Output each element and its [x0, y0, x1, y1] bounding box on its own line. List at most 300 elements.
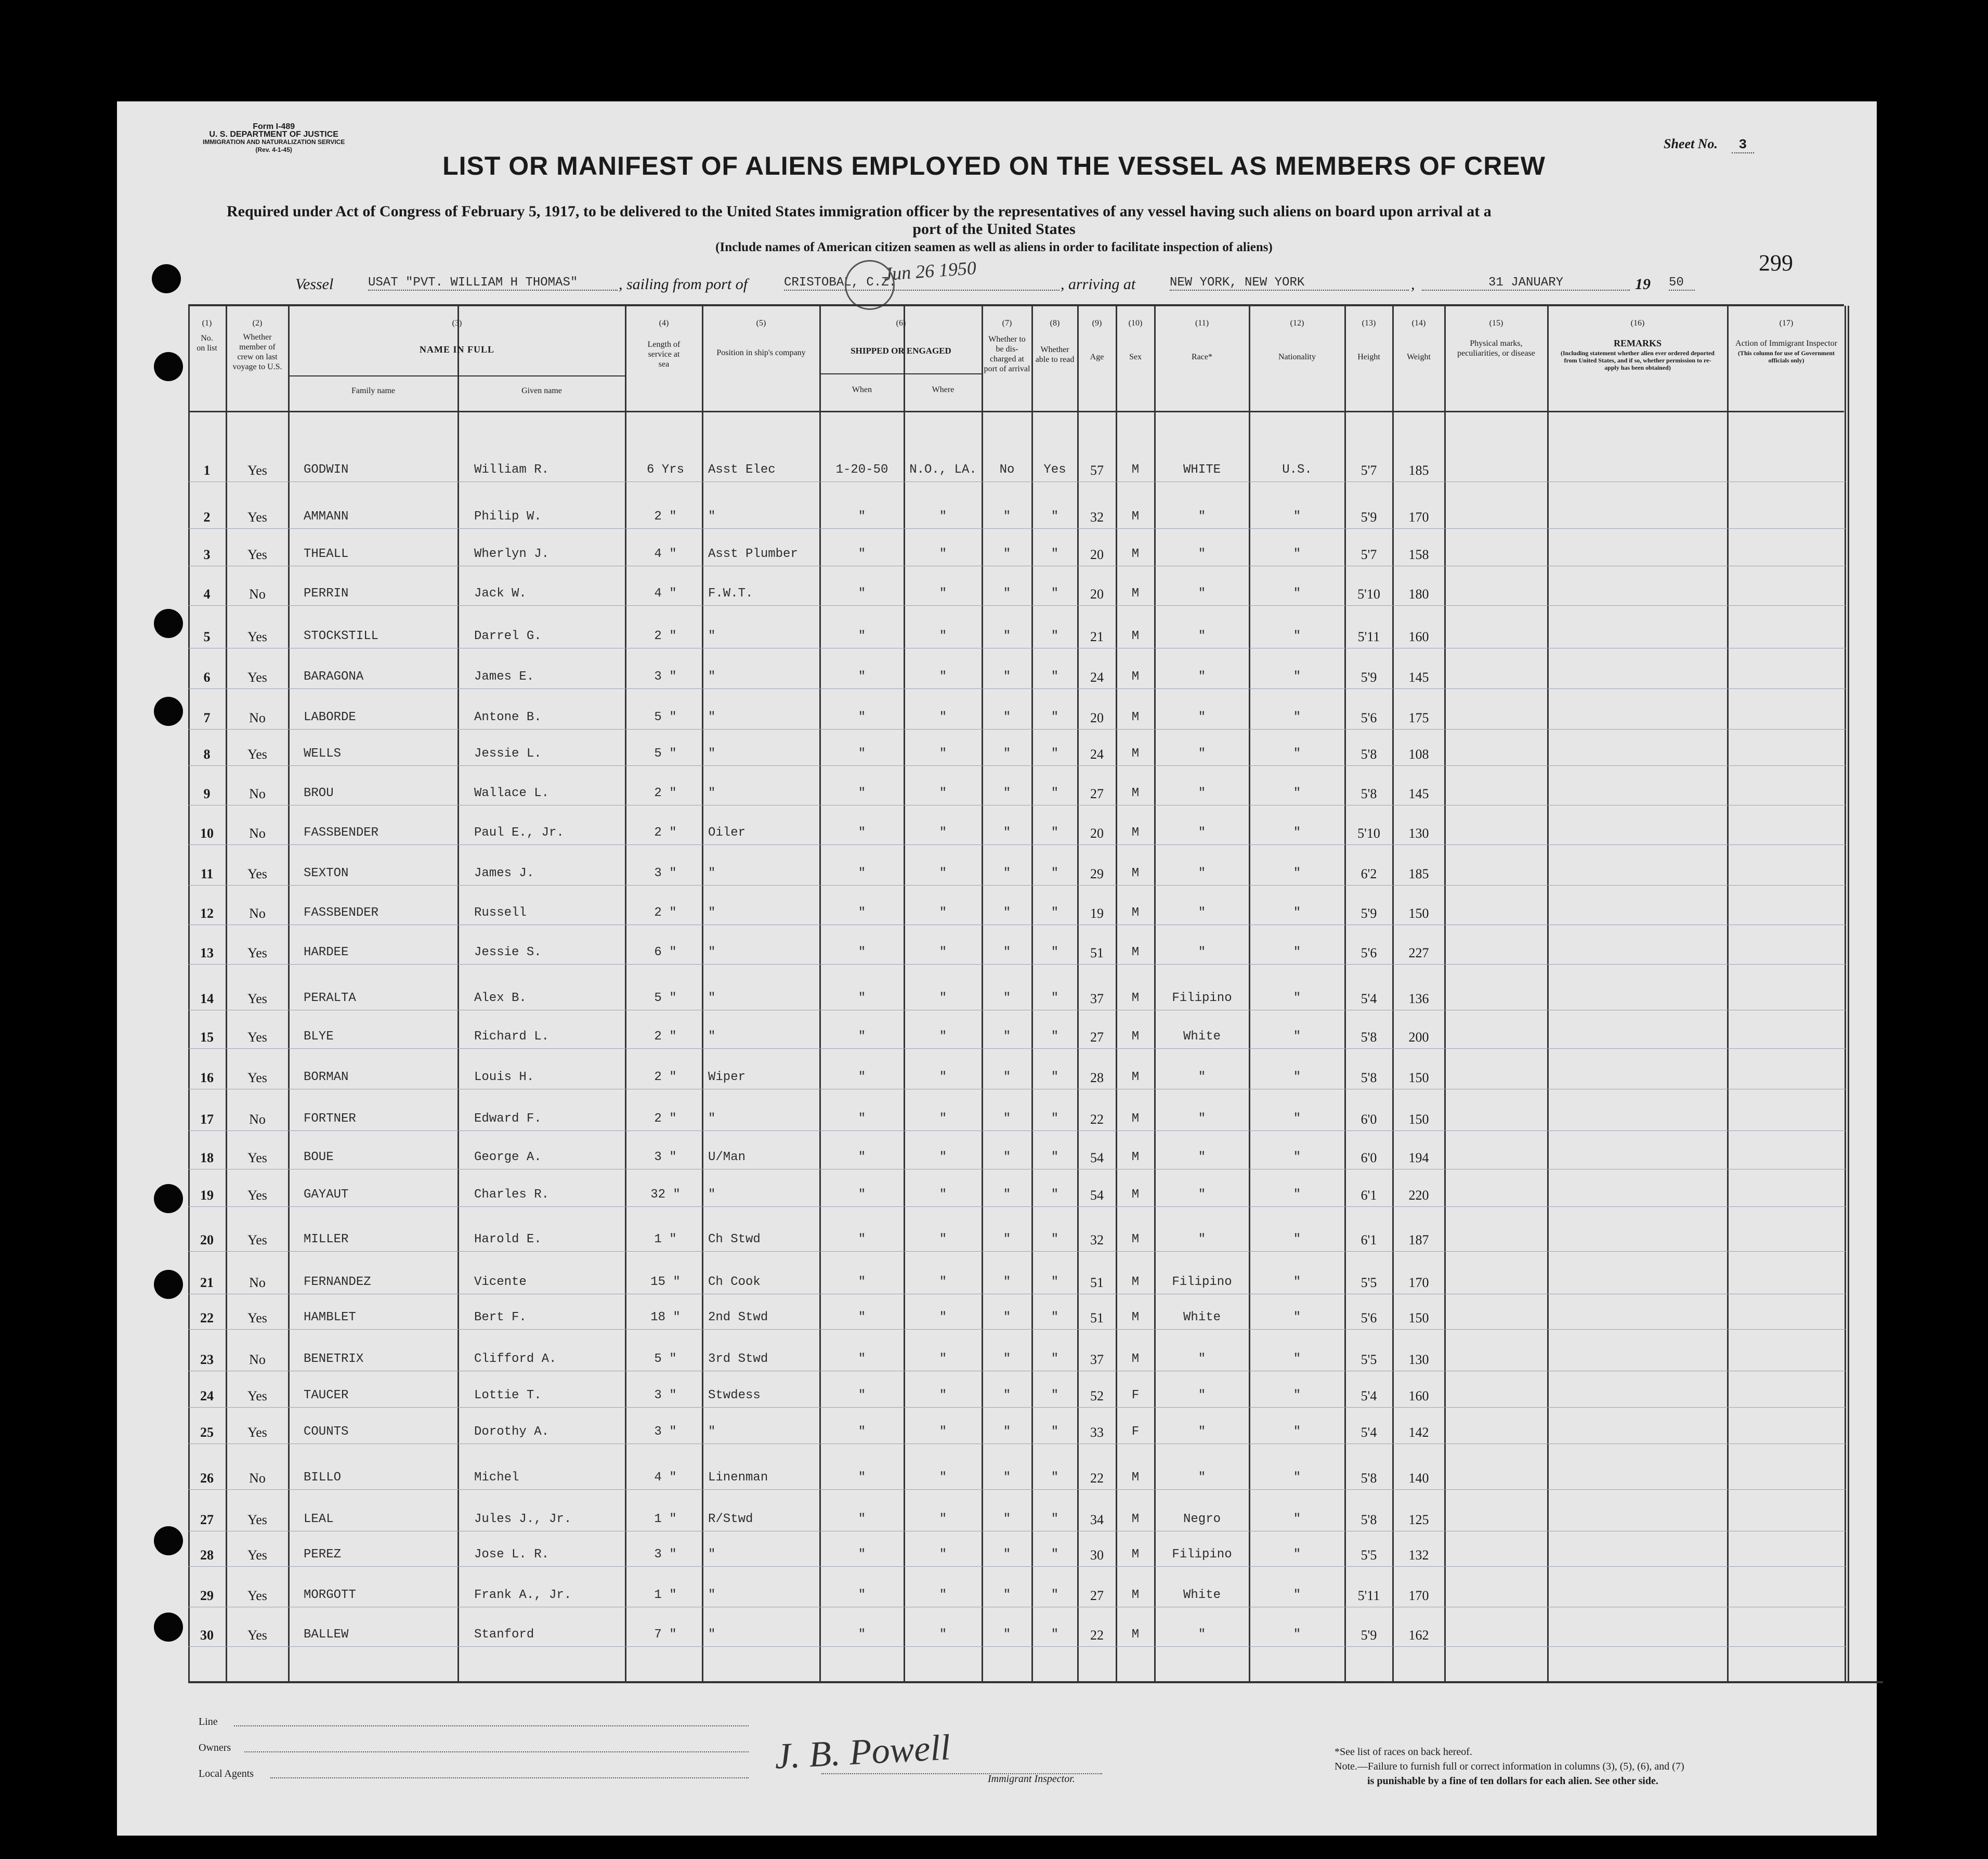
- cell-read: ": [1051, 786, 1059, 800]
- col7-number: (7): [1002, 319, 1012, 328]
- cell-weight: 150: [1408, 1112, 1429, 1127]
- cell-age: 33: [1090, 1425, 1104, 1440]
- stamp-circle: [845, 260, 895, 310]
- cell-family: PERRIN: [304, 587, 349, 601]
- cell-when: ": [858, 1070, 866, 1084]
- cell-height: 5'4: [1361, 1388, 1377, 1403]
- cell-race: ": [1198, 1471, 1206, 1485]
- cell-nationality: ": [1293, 710, 1301, 724]
- cell-height: 5'5: [1361, 1352, 1377, 1367]
- cell-no: 26: [200, 1471, 214, 1486]
- cell-family: FORTNER: [304, 1112, 356, 1126]
- cell-read: ": [1051, 1188, 1059, 1202]
- row-rule: [188, 1130, 1847, 1131]
- cell-race: ": [1198, 1388, 1206, 1402]
- col4-label: Length of service at sea: [647, 340, 681, 369]
- agents-field[interactable]: [270, 1777, 749, 1778]
- cell-given: Philip W.: [474, 510, 542, 524]
- cell-height: 5'8: [1361, 786, 1377, 801]
- cell-height: 5'9: [1361, 1628, 1377, 1643]
- owners-label: Owners: [199, 1742, 231, 1753]
- cell-prev: Yes: [247, 1150, 267, 1165]
- cell-height: 5'8: [1361, 1070, 1377, 1085]
- form-number: Form I-489: [253, 122, 295, 131]
- cell-where: ": [939, 629, 947, 643]
- cell-where: ": [939, 906, 947, 920]
- cell-height: 5'8: [1361, 1030, 1377, 1045]
- cell-when: ": [858, 747, 866, 761]
- cell-sex: M: [1131, 1352, 1140, 1366]
- row-rule: [188, 605, 1847, 606]
- cell-prev: Yes: [247, 1628, 267, 1643]
- cell-given: Dorothy A.: [474, 1425, 550, 1439]
- cell-race: White: [1183, 1588, 1221, 1602]
- cell-prev: No: [249, 1275, 266, 1290]
- cell-nationality: ": [1293, 1548, 1301, 1562]
- cell-read: ": [1051, 629, 1059, 643]
- cell-discharged: ": [1003, 866, 1011, 880]
- cell-read: ": [1051, 866, 1059, 880]
- cell-weight: 187: [1408, 1232, 1429, 1247]
- cell-nationality: ": [1293, 1512, 1301, 1526]
- cell-position: ": [708, 906, 716, 920]
- cell-read: ": [1051, 991, 1059, 1005]
- cell-discharged: ": [1003, 1628, 1011, 1642]
- cell-given: Jules J., Jr.: [474, 1512, 572, 1526]
- cell-position: F.W.T.: [708, 587, 753, 601]
- row-rule: [188, 528, 1847, 529]
- cell-height: 6'0: [1361, 1150, 1377, 1165]
- cell-sex: M: [1131, 906, 1140, 920]
- col3-number: (3): [452, 319, 462, 328]
- cell-nationality: ": [1293, 1112, 1301, 1126]
- cell-nationality: ": [1293, 547, 1301, 561]
- cell-no: 9: [203, 786, 211, 801]
- cell-height: 5'11: [1357, 1588, 1380, 1603]
- cell-sex: M: [1131, 1512, 1140, 1526]
- cell-discharged: ": [1003, 1070, 1011, 1084]
- cell-no: 15: [200, 1030, 214, 1045]
- column-rule: [1845, 306, 1846, 1682]
- cell-age: 51: [1090, 1310, 1104, 1325]
- cell-sex: M: [1131, 463, 1140, 477]
- cell-discharged: ": [1003, 1232, 1011, 1246]
- arriving-label: , arriving at: [1061, 276, 1136, 293]
- cell-family: FERNANDEZ: [304, 1275, 371, 1289]
- punch-hole: [154, 1526, 183, 1555]
- cell-age: 28: [1090, 1070, 1104, 1085]
- cell-sex: M: [1131, 510, 1140, 524]
- col17-label: Action of Immigrant Inspector: [1735, 339, 1837, 348]
- cell-when: ": [858, 629, 866, 643]
- cell-discharged: No: [999, 463, 1015, 477]
- cell-position: U/Man: [708, 1150, 746, 1164]
- col13-label: Height: [1357, 353, 1380, 361]
- cell-where: ": [939, 1310, 947, 1324]
- cell-prev: No: [249, 906, 266, 921]
- cell-where: ": [939, 1275, 947, 1289]
- cell-age: 24: [1090, 670, 1104, 685]
- owners-field[interactable]: [244, 1751, 749, 1752]
- cell-prev: Yes: [247, 1232, 267, 1247]
- cell-where: ": [939, 1150, 947, 1164]
- cell-discharged: ": [1003, 906, 1011, 920]
- cell-family: GODWIN: [304, 463, 349, 477]
- cell-nationality: ": [1293, 991, 1301, 1005]
- cell-where: ": [939, 1425, 947, 1439]
- cell-read: ": [1051, 1471, 1059, 1485]
- cell-height: 5'4: [1361, 991, 1377, 1006]
- cell-service: 32 ": [650, 1188, 681, 1202]
- department-name: U. S. DEPARTMENT OF JUSTICE: [209, 130, 338, 139]
- cell-age: 19: [1090, 906, 1104, 921]
- header-bottom-rule: [188, 411, 1844, 412]
- cell-weight: 130: [1408, 826, 1429, 841]
- cell-read: ": [1051, 1512, 1059, 1526]
- cell-no: 7: [203, 710, 211, 725]
- cell-where: ": [939, 1388, 947, 1402]
- cell-where: ": [939, 945, 947, 959]
- cell-family: BLYE: [304, 1030, 334, 1044]
- cell-discharged: ": [1003, 991, 1011, 1005]
- cell-where: ": [939, 1548, 947, 1562]
- col5-header: [703, 318, 819, 358]
- cell-where: ": [939, 826, 947, 840]
- cell-when: ": [858, 1150, 866, 1164]
- cell-height: 5'7: [1361, 463, 1377, 478]
- cell-weight: 125: [1408, 1512, 1429, 1527]
- cell-family: LEAL: [304, 1512, 334, 1526]
- cell-read: ": [1051, 1352, 1059, 1366]
- cell-family: BALLEW: [304, 1628, 349, 1642]
- cell-family: HARDEE: [304, 945, 349, 959]
- cell-height: 5'8: [1361, 1512, 1377, 1527]
- agents-label: Local Agents: [199, 1768, 254, 1779]
- cell-sex: M: [1131, 1188, 1140, 1202]
- cell-no: 11: [200, 866, 214, 881]
- cell-service: 2 ": [654, 1030, 677, 1044]
- cell-service: 3 ": [654, 1425, 677, 1439]
- cell-discharged: ": [1003, 945, 1011, 959]
- cell-sex: M: [1131, 1275, 1140, 1289]
- cell-given: Lottie T.: [474, 1388, 542, 1402]
- cell-where: ": [939, 1188, 947, 1202]
- col15-number: (15): [1489, 319, 1503, 328]
- cell-read: ": [1051, 1150, 1059, 1164]
- cell-no: 30: [200, 1628, 214, 1643]
- cell-weight: 140: [1408, 1471, 1429, 1486]
- cell-when: ": [858, 710, 866, 724]
- cell-no: 28: [200, 1548, 214, 1563]
- col2-header: [227, 318, 288, 372]
- cell-given: Alex B.: [474, 991, 527, 1005]
- cell-weight: 145: [1408, 786, 1429, 801]
- col12-label: Nationality: [1278, 353, 1316, 361]
- cell-prev: Yes: [247, 1310, 267, 1325]
- cell-prev: Yes: [247, 1548, 267, 1563]
- col17-sublabel: (This column for use of Government officials only): [1737, 349, 1835, 364]
- row-rule: [188, 1407, 1847, 1408]
- cell-prev: Yes: [247, 1388, 267, 1403]
- row-rule: [188, 1646, 1847, 1647]
- inspector-label: Immigrant Inspector.: [988, 1773, 1075, 1785]
- col10-label: Sex: [1129, 353, 1142, 361]
- page-title: LIST OR MANIFEST OF ALIENS EMPLOYED ON THE VESSEL AS MEMBERS OF CREW: [442, 151, 1546, 180]
- cell-service: 2 ": [654, 510, 677, 524]
- cell-where: ": [939, 1352, 947, 1366]
- column-rule: [288, 306, 290, 1682]
- page-number: 299: [1759, 250, 1793, 276]
- cell-sex: F: [1131, 1425, 1140, 1439]
- cell-read: ": [1051, 1070, 1059, 1084]
- cell-race: ": [1198, 547, 1206, 561]
- row-rule: [188, 729, 1847, 730]
- cell-age: 22: [1090, 1471, 1104, 1486]
- cell-weight: 150: [1408, 1310, 1429, 1325]
- cell-position: ": [708, 747, 716, 761]
- cell-no: 5: [203, 629, 211, 644]
- cell-discharged: ": [1003, 1275, 1011, 1289]
- cell-age: 22: [1090, 1628, 1104, 1643]
- cell-weight: 150: [1408, 1070, 1429, 1085]
- subtitle-line-2: port of the United States: [912, 220, 1076, 238]
- cell-weight: 170: [1408, 1588, 1429, 1603]
- cell-where: ": [939, 1112, 947, 1126]
- cell-family: GAYAUT: [304, 1188, 349, 1202]
- col3a-header: Family name: [351, 386, 395, 395]
- cell-service: 2 ": [654, 1112, 677, 1126]
- cell-where: ": [939, 1628, 947, 1642]
- cell-race: WHITE: [1183, 463, 1221, 477]
- cell-given: Russell: [474, 906, 527, 920]
- col4-number: (4): [659, 319, 669, 328]
- cell-sex: M: [1131, 1310, 1140, 1324]
- cell-weight: 194: [1408, 1150, 1429, 1165]
- cell-position: ": [708, 945, 716, 959]
- cell-no: 23: [200, 1352, 214, 1367]
- cell-position: Ch Stwd: [708, 1232, 761, 1246]
- sailing-label: , sailing from port of: [619, 276, 748, 293]
- row-rule: [188, 765, 1847, 766]
- col11-number: (11): [1195, 319, 1209, 328]
- column-rule: [1547, 306, 1549, 1682]
- cell-discharged: ": [1003, 1030, 1011, 1044]
- cell-position: 3rd Stwd: [708, 1352, 768, 1366]
- cell-service: 2 ": [654, 786, 677, 800]
- cell-sex: M: [1131, 786, 1140, 800]
- cell-race: ": [1198, 1352, 1206, 1366]
- column-rule: [625, 306, 626, 1682]
- row-rule: [188, 844, 1847, 845]
- col14-header: [1393, 318, 1444, 362]
- cell-given: James E.: [474, 670, 534, 684]
- cell-race: Filipino: [1172, 991, 1232, 1005]
- cell-prev: No: [249, 710, 266, 725]
- col6a-header: When: [852, 385, 872, 394]
- cell-when: ": [858, 906, 866, 920]
- cell-service: 5 ": [654, 1352, 677, 1366]
- cell-no: 4: [203, 587, 211, 602]
- cell-position: ": [708, 991, 716, 1005]
- cell-given: Jessie L.: [474, 747, 542, 761]
- cell-given: William R.: [474, 463, 550, 477]
- cell-nationality: ": [1293, 1070, 1301, 1084]
- cell-prev: Yes: [247, 747, 267, 762]
- cell-sex: M: [1131, 1112, 1140, 1126]
- punch-hole: [154, 352, 183, 381]
- cell-given: Antone B.: [474, 710, 542, 724]
- cell-age: 37: [1090, 1352, 1104, 1367]
- cell-family: PERALTA: [304, 991, 356, 1005]
- cell-given: Vicente: [474, 1275, 527, 1289]
- cell-height: 5'11: [1357, 629, 1380, 644]
- cell-sex: M: [1131, 747, 1140, 761]
- line-field[interactable]: [234, 1725, 749, 1726]
- cell-age: 54: [1090, 1188, 1104, 1203]
- col12-header: [1250, 318, 1344, 362]
- cell-given: Louis H.: [474, 1070, 534, 1084]
- cell-age: 29: [1090, 866, 1104, 881]
- col13-number: (13): [1362, 319, 1376, 328]
- cell-service: 2 ": [654, 826, 677, 840]
- cell-position: Ch Cook: [708, 1275, 761, 1289]
- column-rule: [457, 306, 459, 1682]
- cell-position: ": [708, 1030, 716, 1044]
- punch-hole: [154, 609, 183, 638]
- cell-when: ": [858, 670, 866, 684]
- cell-discharged: ": [1003, 1188, 1011, 1202]
- cell-position: ": [708, 670, 716, 684]
- cell-read: ": [1051, 1425, 1059, 1439]
- cell-given: Paul E., Jr.: [474, 826, 564, 840]
- vessel-name: USAT "PVT. WILLIAM H THOMAS": [368, 276, 618, 291]
- cell-no: 21: [200, 1275, 214, 1290]
- cell-weight: 227: [1408, 945, 1429, 960]
- cell-position: Linenman: [708, 1471, 768, 1485]
- cell-service: 4 ": [654, 1471, 677, 1485]
- cell-position: ": [708, 1188, 716, 1202]
- cell-nationality: U.S.: [1282, 463, 1312, 477]
- col9-header: [1078, 318, 1116, 362]
- cell-prev: Yes: [247, 1425, 267, 1440]
- cell-discharged: ": [1003, 1388, 1011, 1402]
- cell-sex: M: [1131, 1150, 1140, 1164]
- cell-race: ": [1198, 587, 1206, 601]
- cell-age: 24: [1090, 747, 1104, 762]
- cell-nationality: ": [1293, 587, 1301, 601]
- cell-given: Jose L. R.: [474, 1548, 550, 1562]
- race-note: *See list of races on back hereof.: [1335, 1746, 1472, 1758]
- cell-family: MILLER: [304, 1232, 349, 1246]
- cell-no: 20: [200, 1232, 214, 1247]
- cell-age: 20: [1090, 587, 1104, 602]
- cell-nationality: ": [1293, 747, 1301, 761]
- cell-position: 2nd Stwd: [708, 1310, 768, 1324]
- sheet-label: Sheet No.: [1664, 136, 1718, 151]
- col6-label: SHIPPED OR ENGAGED: [851, 346, 951, 356]
- cell-given: Charles R.: [474, 1188, 550, 1202]
- punch-hole: [154, 697, 183, 726]
- cell-discharged: ": [1003, 786, 1011, 800]
- cell-age: 27: [1090, 786, 1104, 801]
- cell-sex: M: [1131, 1588, 1140, 1602]
- cell-when: ": [858, 1628, 866, 1642]
- cell-position: R/Stwd: [708, 1512, 753, 1526]
- port-from: CRISTOBAL, C.Z.: [784, 276, 1060, 291]
- cell-sex: M: [1131, 866, 1140, 880]
- cell-discharged: ": [1003, 1548, 1011, 1562]
- include-note: (Include names of American citizen seamen as well as aliens in order to facilitate inspection of aliens): [715, 240, 1273, 254]
- column-rule: [1848, 306, 1849, 1682]
- cell-when: 1-20-50: [835, 463, 888, 477]
- cell-race: White: [1183, 1030, 1221, 1044]
- cell-weight: 185: [1408, 866, 1429, 881]
- cell-where: ": [939, 547, 947, 561]
- cell-no: 24: [200, 1388, 214, 1403]
- cell-family: BOUE: [304, 1150, 334, 1164]
- cell-service: 2 ": [654, 629, 677, 643]
- cell-where: ": [939, 1232, 947, 1246]
- cell-read: ": [1051, 1388, 1059, 1402]
- cell-where: ": [939, 991, 947, 1005]
- cell-when: ": [858, 510, 866, 524]
- cell-position: Oiler: [708, 826, 746, 840]
- cell-race: Filipino: [1172, 1548, 1232, 1562]
- cell-height: 6'0: [1361, 1112, 1377, 1127]
- col11-header: [1155, 318, 1249, 362]
- col5-number: (5): [756, 319, 766, 328]
- cell-service: 1 ": [654, 1588, 677, 1602]
- cell-nationality: ": [1293, 1425, 1301, 1439]
- cell-given: James J.: [474, 866, 534, 880]
- cell-where: ": [939, 786, 947, 800]
- cell-height: 5'10: [1357, 587, 1380, 602]
- cell-service: 1 ": [654, 1232, 677, 1246]
- cell-service: 5 ": [654, 710, 677, 724]
- cell-service: 7 ": [654, 1628, 677, 1642]
- cell-position: Asst Plumber: [708, 547, 798, 561]
- cell-where: ": [939, 1471, 947, 1485]
- col1-header: [188, 318, 226, 353]
- cell-height: 5'10: [1357, 826, 1380, 841]
- cell-age: 20: [1090, 710, 1104, 725]
- col7-label: Whether to be dis-charged at port of arrival: [984, 335, 1030, 373]
- cell-when: ": [858, 1030, 866, 1044]
- cell-read: ": [1051, 1232, 1059, 1246]
- cell-race: ": [1198, 826, 1206, 840]
- cell-race: ": [1198, 1150, 1206, 1164]
- cell-height: 6'2: [1361, 866, 1377, 881]
- cell-discharged: ": [1003, 826, 1011, 840]
- cell-nationality: ": [1293, 1310, 1301, 1324]
- cell-nationality: ": [1293, 670, 1301, 684]
- cell-read: ": [1051, 547, 1059, 561]
- cell-service: 3 ": [654, 670, 677, 684]
- cell-when: ": [858, 786, 866, 800]
- cell-nationality: ": [1293, 1232, 1301, 1246]
- cell-age: 21: [1090, 629, 1104, 644]
- cell-read: ": [1051, 510, 1059, 524]
- cell-weight: 136: [1408, 991, 1429, 1006]
- cell-age: 32: [1090, 1232, 1104, 1247]
- cell-no: 2: [203, 510, 211, 525]
- punch-hole: [154, 1270, 183, 1299]
- cell-nationality: ": [1293, 629, 1301, 643]
- cell-height: 5'9: [1361, 670, 1377, 685]
- cell-read: ": [1051, 710, 1059, 724]
- cell-given: Jessie S.: [474, 945, 542, 959]
- cell-family: TAUCER: [304, 1388, 349, 1402]
